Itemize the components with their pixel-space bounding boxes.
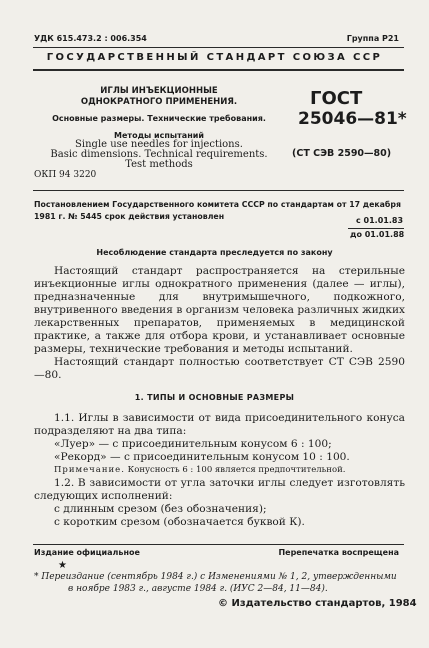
- copyright: © Издательство стандартов, 1984: [218, 598, 417, 609]
- title-line-1: ИГЛЫ ИНЪЕКЦИОННЫЕ: [100, 86, 218, 96]
- reprint-forbidden: Перепечатка воспрещена: [278, 548, 399, 557]
- section-1-title: 1. ТИПЫ И ОСНОВНЫЕ РАЗМЕРЫ: [134, 393, 295, 402]
- reprint-line-1: * Переиздание (сентябрь 1984 г.) с Изменениями № 1, 2, утвержденными: [34, 572, 397, 582]
- valid-from: с 01.01.83: [356, 216, 404, 225]
- type-record: «Рекорд» — с присоединительным конусом 10 : 100.: [54, 451, 350, 463]
- valid-to: до 01.01.88: [350, 230, 405, 239]
- reprint-line-2: в ноябре 1983 г., августе 1984 г. (ИУС 2—84, 11—84).: [68, 584, 328, 594]
- okp-code: ОКП 94 3220: [34, 170, 97, 180]
- decree-rule: [33, 190, 404, 191]
- cut-short: с коротким срезом (обозначается буквой К).: [54, 516, 305, 528]
- english-title-2: Basic dimensions. Technical requirements.: [50, 149, 268, 160]
- footer-rule: [33, 544, 404, 545]
- gost-number: 25046—81*: [298, 109, 407, 129]
- udk-code: УДК 615.473.2 : 006.354: [34, 34, 147, 43]
- clause-1-1: 1.1. Иглы в зависимости от вида присоединительного конуса подразделяют на два типа:: [34, 412, 405, 437]
- english-title-1: Single use needles for injections.: [75, 139, 243, 150]
- note-label: Примечание.: [54, 465, 125, 475]
- reprint-note: [34, 571, 405, 595]
- section-1-text: [34, 412, 405, 529]
- decree-text: [34, 199, 404, 225]
- star-icon: ★: [58, 560, 67, 571]
- heading-rule: [33, 69, 404, 71]
- title-line-4: Методы испытаний: [114, 131, 204, 140]
- group-code: Группа Р21: [346, 34, 399, 43]
- cut-long: с длинным срезом (без обозначения);: [54, 503, 267, 515]
- sev-reference: (СТ СЭВ 2590—80): [292, 148, 392, 159]
- intro-text: [34, 265, 405, 382]
- state-standard-heading: ГОСУДАРСТВЕННЫЙ СТАНДАРТ СОЮЗА ССР: [46, 52, 383, 63]
- gost-label: ГОСТ: [310, 88, 363, 109]
- clause-1-2: 1.2. В зависимости от угла заточки иглы следует изготовлять следующих исполнений:: [34, 477, 405, 502]
- law-notice: Несоблюдение стандарта преследуется по закону: [96, 248, 333, 257]
- title-block: [34, 86, 284, 170]
- note-text: Конусность 6 : 100 является предпочтительной.: [124, 465, 346, 475]
- title-line-3: Основные размеры. Технические требования.: [52, 114, 266, 123]
- valid-divider: [348, 228, 404, 229]
- decree-line-2: 1981 г. № 5445 срок действия установлен: [34, 212, 225, 221]
- type-luer: «Луер» — с присоединительным конусом 6 : 100;: [54, 438, 332, 450]
- intro-paragraph-2: Настоящий стандарт полностью соответствует СТ СЭВ 2590—80.: [34, 356, 405, 381]
- intro-paragraph-1: Настоящий стандарт распространяется на стерильные инъекционные иглы однократного применения (далее — иглы), предназначенные для внутримышечного, подкожного, внутривенного введения в организм человека различных жидких лекарственных препаратов, применяемых в медицинской практике, а также для отбора крови, и устанавливает основные размеры, технические требования и методы испытаний.: [34, 265, 405, 355]
- english-title-3: Test methods: [125, 159, 193, 170]
- top-rule: [33, 47, 404, 48]
- title-line-2: ОДНОКРАТНОГО ПРИМЕНЕНИЯ.: [80, 97, 238, 107]
- decree-line-1: Постановлением Государственного комитета СССР по стандартам от 17 декабря: [34, 200, 401, 209]
- note: [34, 464, 405, 477]
- official-edition: Издание официальное: [34, 548, 140, 557]
